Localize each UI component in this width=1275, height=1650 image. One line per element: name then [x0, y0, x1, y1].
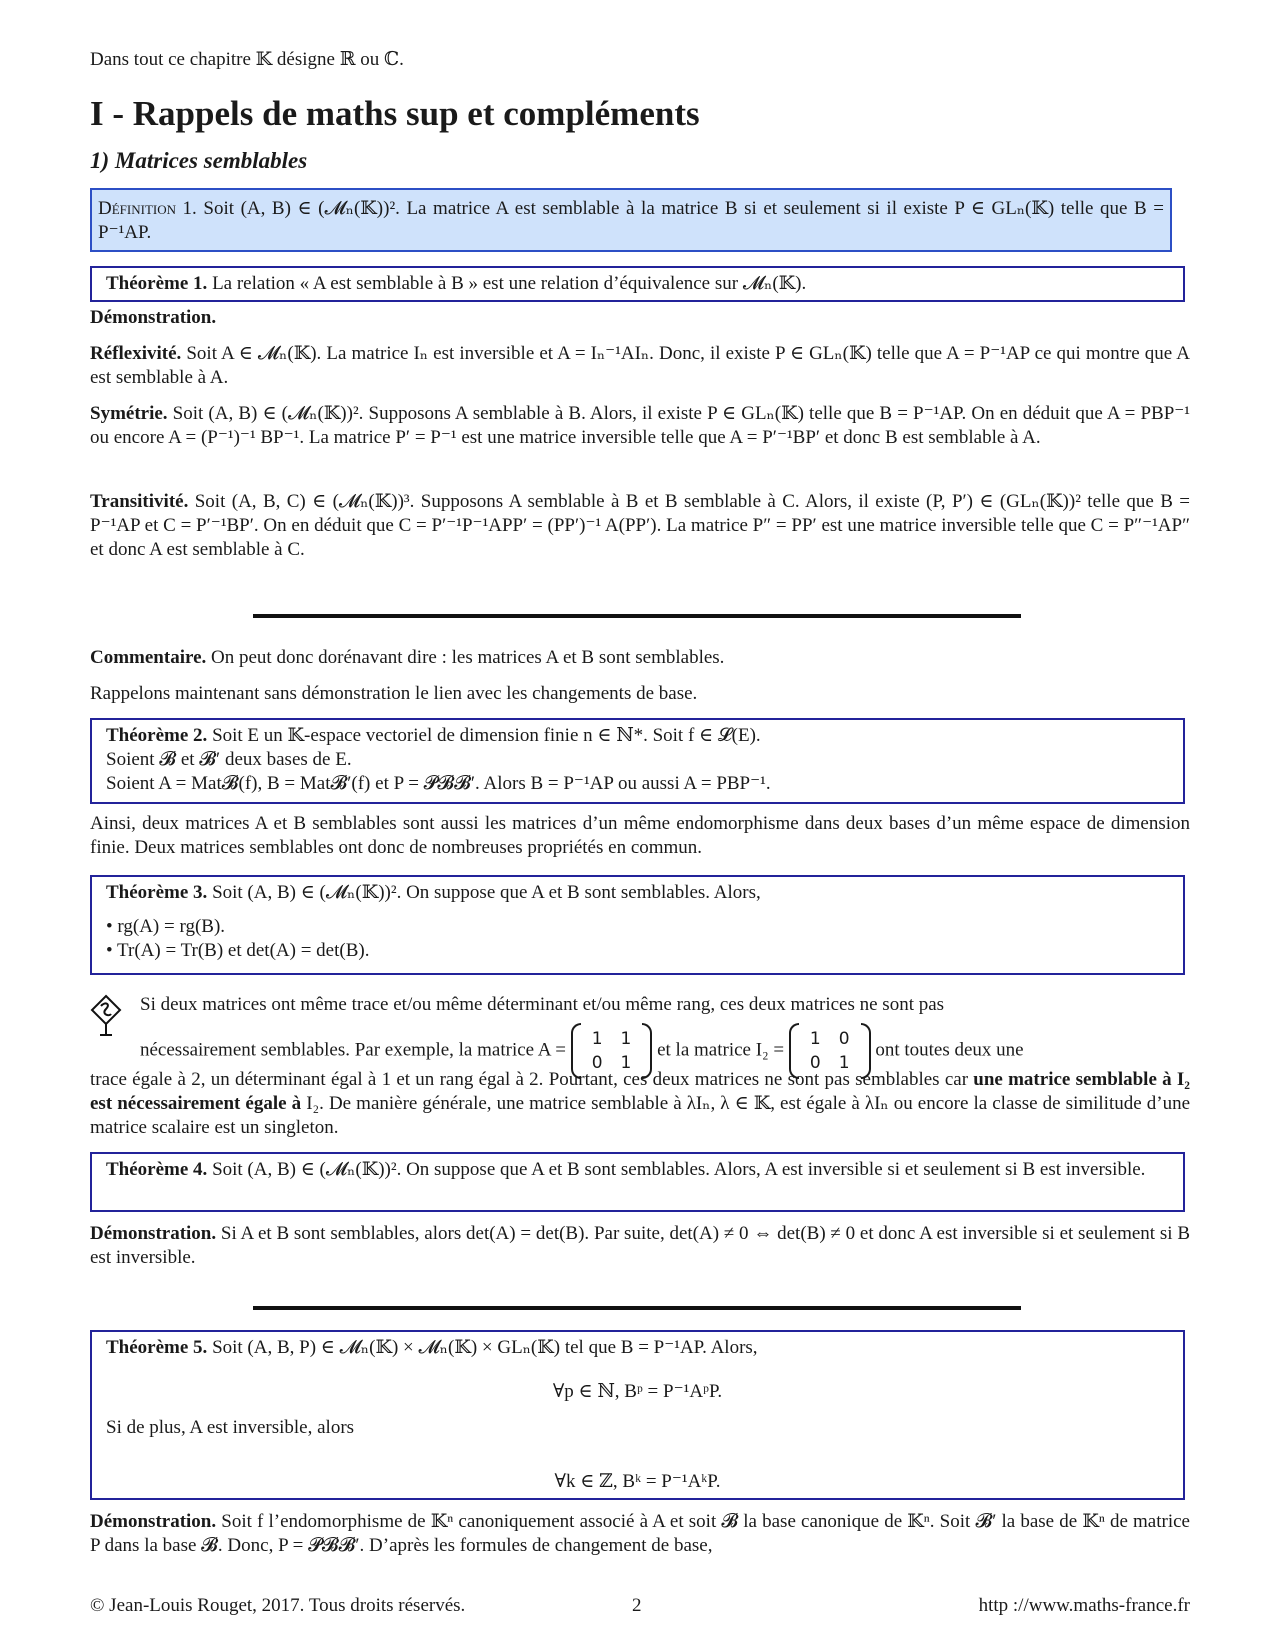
footer-copyright: © Jean-Louis Rouget, 2017. Tous droits réservés.	[90, 1595, 466, 1616]
theorem-1-text: La relation « A est semblable à B » est une relation d’équivalence sur 𝓜ₙ(𝕂).	[207, 273, 807, 294]
chapter-intro: Dans tout ce chapitre 𝕂 désigne ℝ ou ℂ.	[90, 49, 404, 70]
theorem-5-box: Théorème 5. Soit (A, B, P) ∈ 𝓜ₙ(𝕂) × 𝓜ₙ(𝕂) × GLₙ(𝕂) tel que B = P⁻¹AP. Alors, ∀p ∈ ℕ, Bᵖ = P⁻¹AᵖP. Si de plus, A est inversible, alors ∀k ∈ ℤ, Bᵏ = P⁻¹AᵏP.	[90, 1330, 1185, 1500]
section-divider-1	[253, 614, 1021, 618]
demo-1-symmetry: Symétrie. Soit (A, B) ∈ (𝓜ₙ(𝕂))². Supposons A semblable à B. Alors, il existe P ∈ GLₙ(𝕂) telle que B = P⁻¹AP. On en déduit que A = PBP⁻¹ ou encore A = (P⁻¹)⁻¹ BP⁻¹. La matrice P′ = P⁻¹ est une matrice inversible telle que A = P′⁻¹BP′ et donc B est semblable à A.	[90, 403, 1190, 448]
similar-paragraph: Ainsi, deux matrices A et B semblables sont aussi les matrices d’un même endomorphisme dans deux bases d’un même espace de dimension finie. Deux matrices semblables ont donc de nombreuses propriétés en commun.	[90, 813, 1190, 858]
theorem-4-box: Théorème 4. Soit (A, B) ∈ (𝓜ₙ(𝕂))². On suppose que A et B sont semblables. Alors, A est inversible si et seulement si B est inversible.	[90, 1152, 1185, 1212]
demo-1-reflexivity: Réflexivité. Soit A ∈ 𝓜ₙ(𝕂). La matrice Iₙ est inversible et A = Iₙ⁻¹AIₙ. Donc, il existe P ∈ GLₙ(𝕂) telle que A = P⁻¹AP ce qui montre que A est semblable à A.	[90, 343, 1190, 388]
theorem-3-box: Théorème 3. Soit (A, B) ∈ (𝓜ₙ(𝕂))². On suppose que A et B sont semblables. Alors, • rg(A) = rg(B). • Tr(A) = Tr(B) et det(A) = det(B).	[90, 875, 1185, 975]
warning-rest: trace égale à 2, un déterminant égal à 1 et un rang égal à 2. Pourtant, ces deux matrices ne sont pas semblables car une matrice semblable à I₂ est nécessairement égale à I₂. De manière générale, une matrice semblable à λIₙ, λ ∈ 𝕂, est égale à λIₙ ou encore la classe de similitude d’une matrice scalaire est un singleton.	[90, 1069, 1190, 1138]
theorem-1-box	[90, 266, 1185, 302]
demo-1-transitivity: Transitivité. Soit (A, B, C) ∈ (𝓜ₙ(𝕂))³. Supposons A semblable à B et B semblable à C. Alors, il existe (P, P′) ∈ (GLₙ(𝕂))² telle que B = P⁻¹AP et C = P′⁻¹BP′. On en déduit que C = P′⁻¹P⁻¹APP′ = (PP′)⁻¹ A(PP′). La matrice P″ = PP′ est une matrice inversible telle que C = P″⁻¹AP″ et donc A est semblable à C.	[90, 491, 1190, 560]
warning-line-1: Si deux matrices ont même trace et/ou même déterminant et/ou même rang, ces deux matrices ne sont pas	[140, 994, 945, 1015]
matrix-a: 1 1 0 1	[571, 1027, 653, 1075]
recall-paragraph: Rappelons maintenant sans démonstration le lien avec les changements de base.	[90, 683, 698, 704]
theorem-5-middle: Si de plus, A est inversible, alors	[106, 1417, 355, 1438]
theorem-5-formula-1: ∀p ∈ ℕ, Bᵖ = P⁻¹AᵖP.	[552, 1381, 723, 1402]
definition-box	[90, 188, 1172, 252]
definition-text: Soit (A, B) ∈ (𝓜ₙ(𝕂))². La matrice A est semblable à la matrice B si et seulement si il existe P ∈ GLₙ(𝕂) telle que B = P⁻¹AP.	[98, 198, 1164, 243]
section-divider-2	[253, 1306, 1021, 1310]
theorem-5-label: Théorème 5.	[106, 1337, 208, 1358]
theorem-2-box: Théorème 2. Soit E un 𝕂-espace vectoriel de dimension finie n ∈ ℕ*. Soit f ∈ 𝓛(E). Soient 𝓑 et 𝓑′ deux bases de E. Soient A = Mat𝓑(f), B = Mat𝓑′(f) et P = 𝓟𝓑𝓑′. Alors B = P⁻¹AP ou aussi A = PBP⁻¹.	[90, 718, 1185, 804]
comment: Commentaire. On peut donc dorénavant dire : les matrices A et B sont semblables.	[90, 647, 725, 668]
theorem-3-label: Théorème 3.	[106, 882, 208, 903]
demo-5: Démonstration. Soit f l’endomorphisme de 𝕂ⁿ canoniquement associé à A et soit 𝓑 la base canonique de 𝕂ⁿ. Soit 𝓑′ la base de 𝕂ⁿ de matrice P dans la base 𝓑. Donc, P = 𝓟𝓑𝓑′. D’après les formules de changement de base,	[90, 1511, 1190, 1556]
demo-4: Démonstration. Si A et B sont semblables, alors det(A) = det(B). Par suite, det(A) ≠ 0 ⇔ det(B) ≠ 0 et donc A est inversible si et seulement si B est inversible.	[90, 1223, 1190, 1268]
theorem-1-label: Théorème 1.	[106, 273, 208, 294]
theorem-2-label: Théorème 2.	[106, 725, 208, 746]
theorem-3-bullet-1: • rg(A) = rg(B).	[106, 916, 226, 937]
page	[90, 0, 1190, 1650]
warning-sign-icon	[90, 994, 122, 1038]
section-title: 1) Matrices semblables	[90, 148, 308, 173]
demo-1-heading: Démonstration.	[90, 307, 217, 328]
footer-url[interactable]: http ://www.maths-france.fr	[978, 1595, 1190, 1616]
warning-line-2: nécessairement semblables. Par exemple, la matrice A = 1 1 0 1 et la matrice I₂ = 1 0 0 1 ont toutes deux une	[140, 1029, 1024, 1073]
theorem-5-formula-2: ∀k ∈ ℤ, Bᵏ = P⁻¹AᵏP.	[554, 1471, 721, 1492]
chapter-title: I - Rappels de maths sup et compléments	[90, 94, 700, 133]
theorem-3-bullet-2: • Tr(A) = Tr(B) et det(A) = det(B).	[106, 940, 370, 961]
definition-label: Définition 1.	[98, 198, 197, 219]
footer-page-number: 2	[632, 1595, 642, 1616]
matrix-i2: 1 0 0 1	[789, 1027, 871, 1075]
theorem-4-label: Théorème 4.	[106, 1159, 208, 1180]
